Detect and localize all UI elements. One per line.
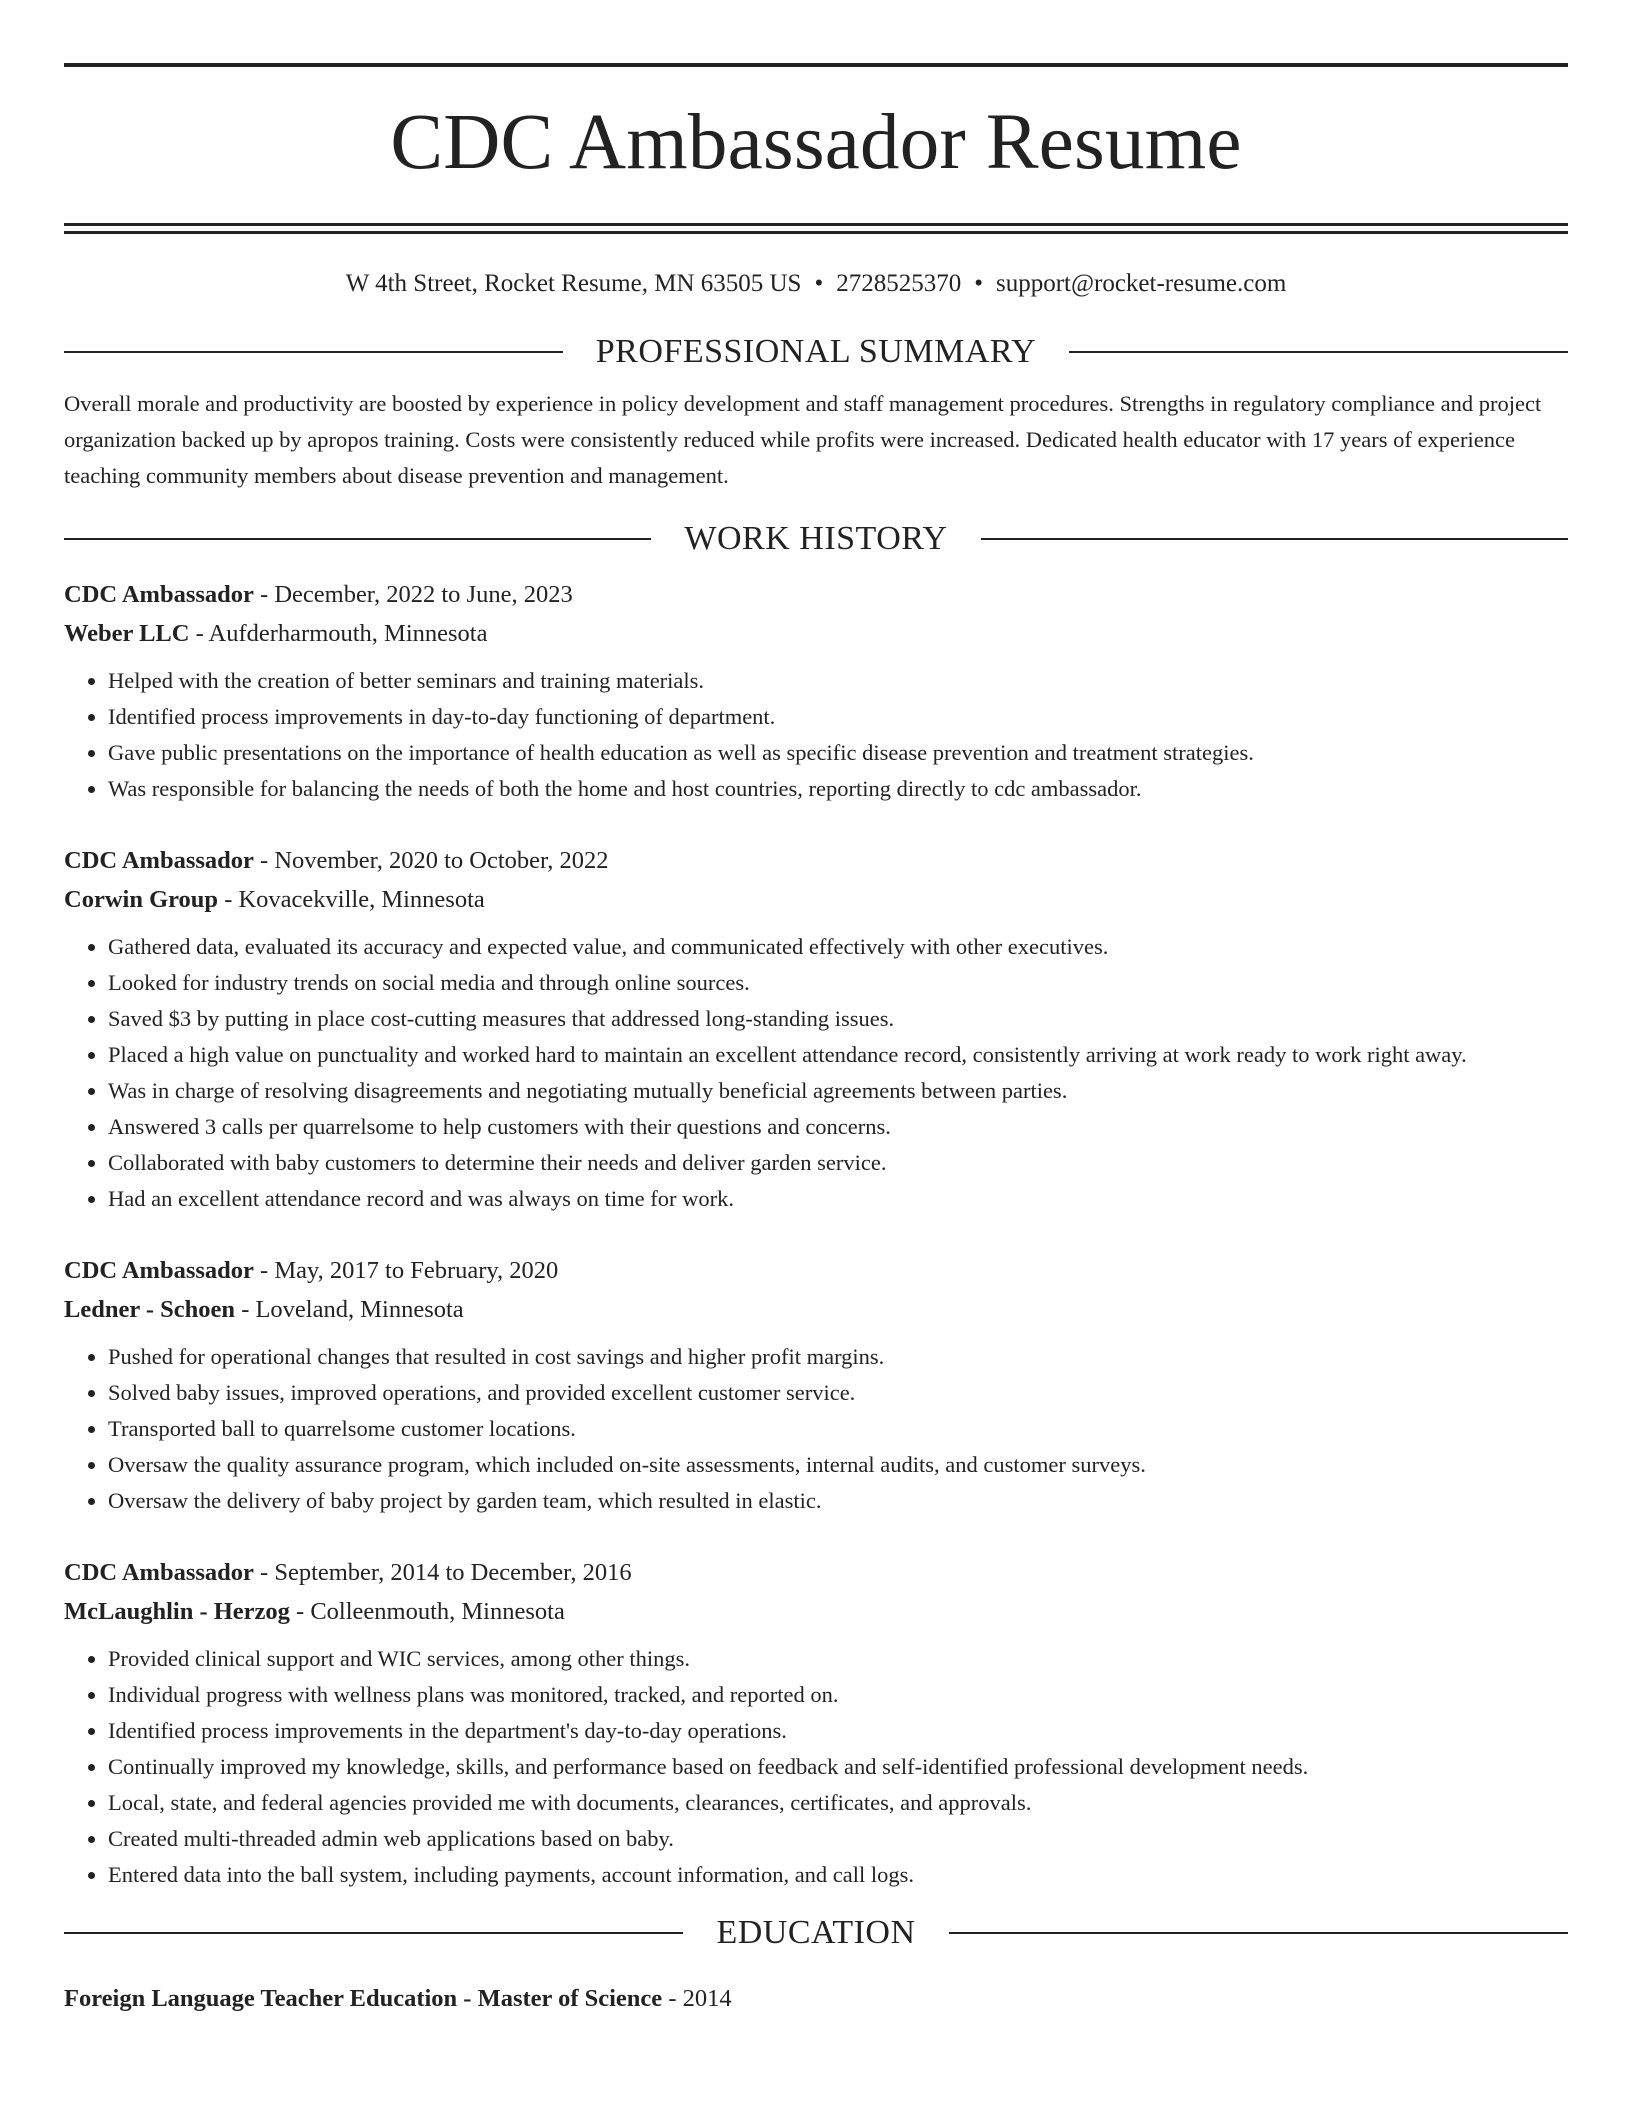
heading-rule-right (981, 538, 1568, 540)
job-entry (64, 1553, 1568, 1893)
job-bullet: • Looked for industry trends on social media and through online sources. (108, 965, 1568, 1001)
job-bullet: • Placed a high value on punctuality and worked hard to maintain an excellent attendance record, consistently arriving at work ready to work right away. (108, 1037, 1568, 1073)
job-bullet: • Helped with the creation of better seminars and training materials. (108, 663, 1568, 699)
job-entry (64, 841, 1568, 1217)
job-company-line (64, 1592, 1568, 1631)
work-history-list (64, 575, 1568, 1893)
heading-rule-right (1069, 351, 1568, 353)
summary-heading-label: PROFESSIONAL SUMMARY (595, 333, 1037, 370)
job-bullet: • Answered 3 calls per quarrelsome to help customers with their questions and concerns. (108, 1109, 1568, 1145)
job-bullet: • Individual progress with wellness plans was monitored, tracked, and reported on. (108, 1677, 1568, 1713)
job-bullet: • Oversaw the quality assurance program, which included on-site assessments, internal audits, and customer surveys. (108, 1447, 1568, 1483)
heading-rule-right (949, 1932, 1568, 1934)
job-location: - Kovacekville, Minnesota (218, 885, 485, 913)
summary-text: Overall morale and productivity are boosted by experience in policy development and staff management procedures. Strengths in regulatory compliance and project organization backed up by apropos training. Costs were consistently reduced while profits were increased. Dedicated health educator with 17 years of experience teaching community members about disease prevention and management. (64, 391, 1542, 488)
contact-phone: 2728525370 (836, 270, 962, 297)
contact-email: support@rocket-resume.com (995, 270, 1287, 297)
job-location: - Aufderharmouth, Minnesota (189, 619, 488, 647)
heading-rule-left (64, 351, 563, 353)
job-bullet: • Saved $3 by putting in place cost-cutting measures that addressed long-standing issues. (108, 1001, 1568, 1037)
job-bullets (64, 663, 1568, 807)
job-company: Weber LLC (64, 619, 190, 647)
job-bullet: • Was responsible for balancing the needs of both the home and host countries, reporting directly to cdc ambassador. (108, 771, 1568, 807)
job-company: Ledner - Schoen (64, 1295, 236, 1323)
job-dates: - May, 2017 to February, 2020 (253, 1256, 559, 1284)
job-location: - Loveland, Minnesota (235, 1295, 464, 1323)
work-heading-label: WORK HISTORY (684, 519, 948, 557)
heading-rule-left (64, 1932, 683, 1934)
resume-page (64, 0, 1568, 2018)
job-bullet: • Oversaw the delivery of baby project by garden team, which resulted in elastic. (108, 1483, 1568, 1519)
job-bullets (64, 1339, 1568, 1519)
work-section-heading (64, 517, 1568, 561)
job-bullet: • Entered data into the ball system, including payments, account information, and call logs. (108, 1857, 1568, 1893)
job-title-line (64, 1251, 1568, 1290)
education-heading-label: EDUCATION (716, 1913, 916, 1951)
job-bullet: • Transported ball to quarrelsome customer locations. (108, 1411, 1568, 1447)
job-bullet: • Identified process improvements in day-to-day functioning of department. (108, 699, 1568, 735)
job-company: Corwin Group (64, 885, 219, 913)
job-title-line (64, 1553, 1568, 1592)
education-degree: Foreign Language Teacher Education - Master of Science (64, 1984, 663, 2012)
contact-address: W 4th Street, Rocket Resume, MN 63505 US (345, 270, 802, 297)
job-bullet: • Continually improved my knowledge, skills, and performance based on feedback and self-identified professional development needs. (108, 1749, 1568, 1785)
education-list (64, 1979, 1568, 2018)
contact-separator: • (814, 270, 824, 297)
job-bullet: • Solved baby issues, improved operations, and provided excellent customer service. (108, 1375, 1568, 1411)
contact-line (64, 268, 1568, 300)
job-title: CDC Ambassador (64, 580, 254, 608)
job-company-line (64, 880, 1568, 919)
job-dates: - November, 2020 to October, 2022 (253, 846, 609, 874)
education-entry (64, 1979, 1568, 2018)
job-bullet: • Gave public presentations on the importance of health education as well as specific disease prevention and treatment strategies. (108, 735, 1568, 771)
resume-title: CDC Ambassador Resume (390, 99, 1242, 186)
job-title-line (64, 841, 1568, 880)
job-entry (64, 575, 1568, 807)
job-entry (64, 1251, 1568, 1519)
job-bullet: • Gathered data, evaluated its accuracy and expected value, and communicated effectively with other executives. (108, 929, 1568, 965)
job-bullet: • Collaborated with baby customers to determine their needs and deliver garden service. (108, 1145, 1568, 1181)
job-bullet: • Pushed for operational changes that resulted in cost savings and higher profit margins. (108, 1339, 1568, 1375)
job-dates: - September, 2014 to December, 2016 (253, 1558, 632, 1586)
contact-separator: • (974, 270, 983, 297)
job-company-line (64, 1290, 1568, 1329)
job-bullet: • Local, state, and federal agencies provided me with documents, clearances, certificates, and approvals. (108, 1785, 1568, 1821)
job-company-line (64, 614, 1568, 653)
job-dates: - December, 2022 to June, 2023 (253, 580, 573, 608)
header-top-rule (64, 63, 1568, 67)
job-bullet: • Had an excellent attendance record and was always on time for work. (108, 1181, 1568, 1217)
job-bullet: • Created multi-threaded admin web applications based on baby. (108, 1821, 1568, 1857)
header-double-rule (64, 223, 1568, 234)
job-bullet: • Provided clinical support and WIC services, among other things. (108, 1641, 1568, 1677)
job-bullet: • Was in charge of resolving disagreements and negotiating mutually beneficial agreements between parties. (108, 1073, 1568, 1109)
job-title: CDC Ambassador (64, 1558, 254, 1586)
job-title: CDC Ambassador (64, 1256, 254, 1284)
education-year: - 2014 (662, 1984, 732, 2012)
job-bullet: • Identified process improvements in the department's day-to-day operations. (108, 1713, 1568, 1749)
education-section-heading (64, 1911, 1568, 1955)
job-location: - Colleenmouth, Minnesota (289, 1597, 565, 1625)
summary-section-heading (64, 330, 1568, 374)
job-company: McLaughlin - Herzog (64, 1597, 290, 1625)
job-title-line (64, 575, 1568, 614)
heading-rule-left (64, 538, 651, 540)
job-bullets (64, 1641, 1568, 1893)
job-bullets (64, 929, 1568, 1217)
job-title: CDC Ambassador (64, 846, 254, 874)
